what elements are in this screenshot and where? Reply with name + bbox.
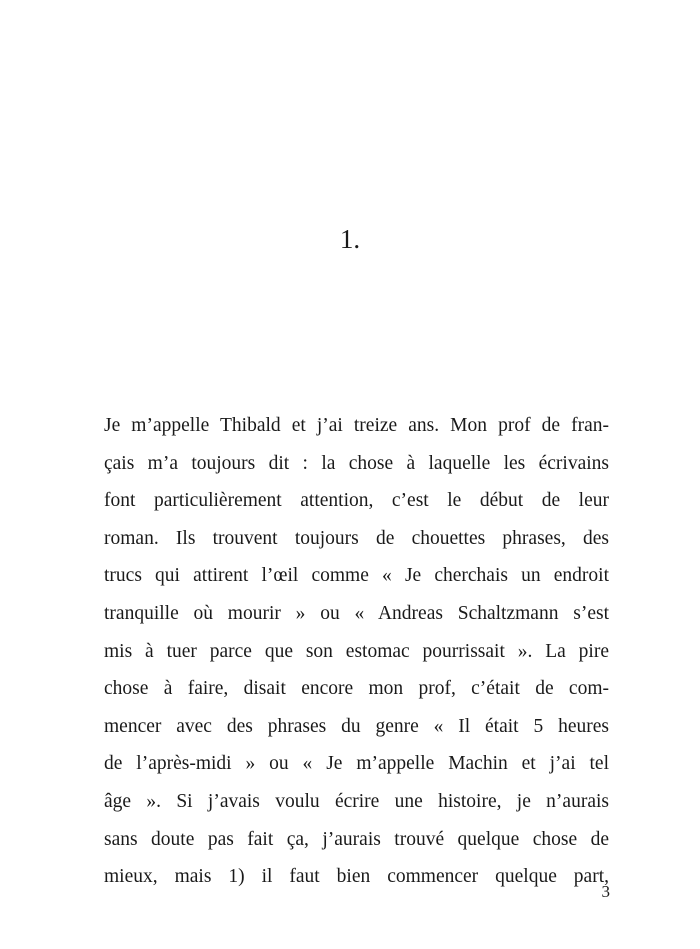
text-line: sans doute pas fait ça, j’aurais trouvé quelque chose de bbox=[104, 828, 609, 850]
text-line: roman. Ils trouvent toujours de chouettes phrases, des bbox=[104, 527, 609, 549]
text-line: mis à tuer parce que son estomac pourrissait ». La pire bbox=[104, 640, 609, 662]
text-line: trucs qui attirent l’œil comme « Je cherchais un endroit bbox=[104, 565, 609, 587]
text-line: chose à faire, disait encore mon prof, c’était de com- bbox=[104, 678, 609, 700]
text-line: âge ». Si j’avais voulu écrire une histoire, je n’aurais bbox=[104, 790, 609, 812]
page-number: 3 bbox=[601, 882, 610, 901]
text-line: tranquille où mourir » ou « Andreas Schaltzmann s’est bbox=[104, 602, 609, 624]
text-line: mieux, mais 1) il faut bien commencer quelque part, bbox=[104, 866, 609, 888]
text-line: font particulièrement attention, c’est le début de leur bbox=[104, 490, 609, 512]
text-line: çais m’a toujours dit : la chose à laquelle les écrivains bbox=[104, 452, 609, 474]
text-line: Je m’appelle Thibald et j’ai treize ans. Mon prof de fran- bbox=[104, 415, 609, 436]
chapter-number: 1. bbox=[339, 224, 361, 254]
text-line: de l’après-midi » ou « Je m’appelle Machin et j’ai tel bbox=[104, 753, 609, 775]
text-line: mencer avec des phrases du genre « Il était 5 heures bbox=[104, 715, 609, 737]
body-paragraph bbox=[104, 407, 609, 896]
